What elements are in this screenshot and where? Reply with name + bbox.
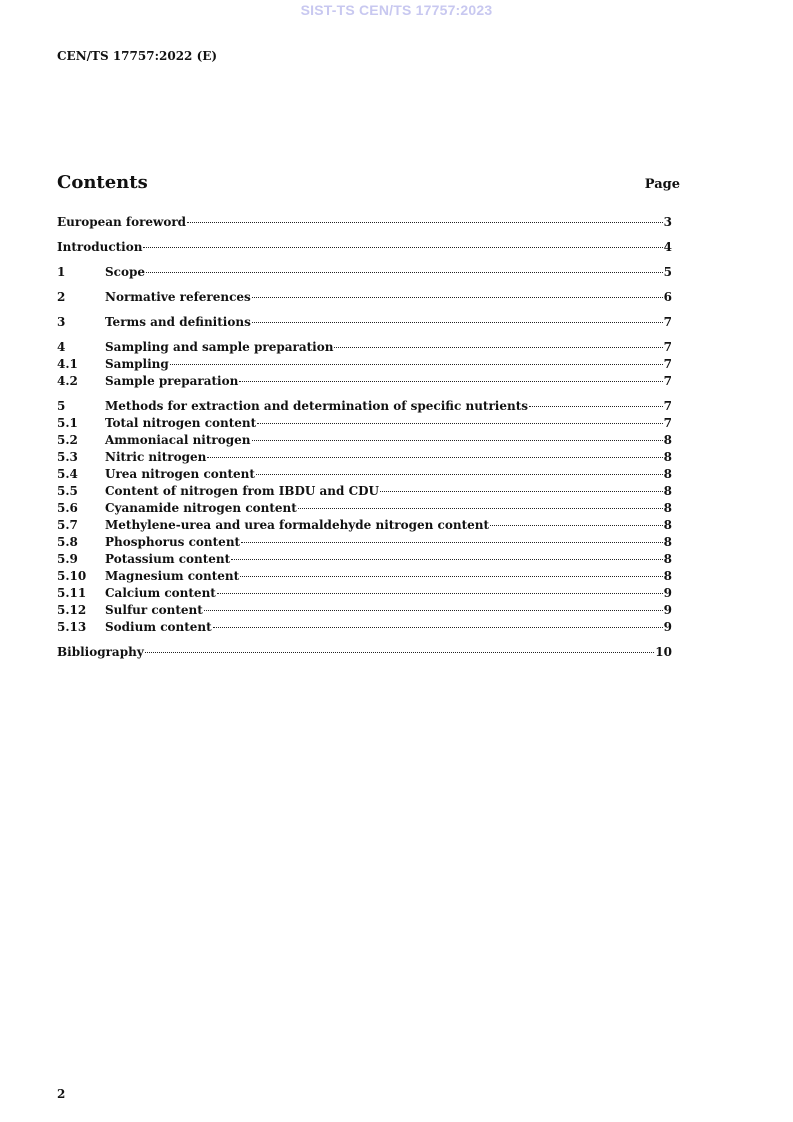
toc-entry-page: 5 (663, 265, 672, 279)
toc-entry-title: Ammoniacal nitrogen (105, 433, 251, 447)
toc-entry-title: Potassium content (105, 552, 231, 566)
toc-dot-leader (529, 406, 663, 407)
toc-entry[interactable] (57, 339, 672, 356)
toc-entry-page: 7 (663, 399, 672, 413)
toc-entry-number: 5.2 (57, 433, 78, 447)
toc-entry-number: 1 (57, 265, 66, 279)
toc-dot-leader (252, 440, 663, 441)
toc-entry-title: Bibliography (57, 645, 144, 659)
toc-entry-number: 5.11 (57, 586, 87, 600)
toc-entry-number: 5.7 (57, 518, 78, 532)
toc-entry-page: 4 (663, 240, 672, 254)
toc-dot-leader (146, 272, 663, 273)
toc-entry-page: 7 (663, 374, 672, 388)
toc-entry[interactable] (57, 432, 672, 449)
toc-entry-page: 8 (663, 501, 672, 515)
toc-entry-title: Introduction (57, 240, 143, 254)
toc-entry[interactable] (57, 373, 672, 390)
toc-dot-leader (256, 474, 663, 475)
toc-dot-leader (334, 347, 662, 348)
toc-entry-title: Scope (105, 265, 146, 279)
toc-entry[interactable] (57, 602, 672, 619)
toc-entry-number: 4.1 (57, 357, 78, 371)
toc-entry-title: Cyanamide nitrogen content (105, 501, 297, 515)
toc-dot-leader (217, 593, 663, 594)
toc-entry-page: 9 (663, 620, 672, 634)
toc-dot-leader (298, 508, 663, 509)
toc-entry-number: 4 (57, 340, 66, 354)
toc-entry-number: 3 (57, 315, 66, 329)
toc-dot-leader (213, 627, 663, 628)
toc-entry-page: 7 (663, 315, 672, 329)
toc-dot-leader (252, 322, 663, 323)
toc-entry-title: Urea nitrogen content (105, 467, 255, 481)
toc-entry[interactable] (57, 500, 672, 517)
toc-entry-title: Sample preparation (105, 374, 239, 388)
toc-dot-leader (241, 542, 663, 543)
toc-entry-title: Sodium content (105, 620, 212, 634)
toc-entry[interactable] (57, 466, 672, 483)
toc-entry[interactable] (57, 449, 672, 466)
toc-entry-page: 9 (663, 586, 672, 600)
toc-entry-number: 5.10 (57, 569, 87, 583)
toc-entry-title: Methods for extraction and determination of specific nutrients (105, 399, 529, 413)
toc-entry[interactable] (57, 517, 672, 534)
toc-entry-page: 3 (663, 215, 672, 229)
toc-entry-title: Nitric nitrogen (105, 450, 207, 464)
toc-entry-number: 4.2 (57, 374, 78, 388)
toc-entry[interactable] (57, 534, 672, 551)
table-of-contents (57, 214, 672, 661)
toc-entry[interactable] (57, 551, 672, 568)
toc-entry[interactable] (57, 239, 672, 256)
toc-entry-title: Content of nitrogen from IBDU and CDU (105, 484, 379, 498)
toc-entry-number: 5 (57, 399, 66, 413)
toc-entry-number: 5.12 (57, 603, 87, 617)
toc-entry-page: 8 (663, 433, 672, 447)
toc-entry-page: 7 (663, 416, 672, 430)
toc-entry-page: 8 (663, 484, 672, 498)
toc-entry[interactable] (57, 483, 672, 500)
toc-entry-number: 5.13 (57, 620, 87, 634)
toc-entry-number: 5.3 (57, 450, 78, 464)
toc-dot-leader (240, 576, 662, 577)
contents-header (57, 172, 680, 193)
toc-entry-page: 8 (663, 535, 672, 549)
toc-entry[interactable] (57, 289, 672, 306)
toc-entry-page: 7 (663, 340, 672, 354)
toc-entry-page: 8 (663, 552, 672, 566)
document-id: CEN/TS 17757:2022 (E) (57, 49, 218, 63)
toc-dot-leader (207, 457, 662, 458)
toc-entry-title: European foreword (57, 215, 187, 229)
toc-entry-number: 5.8 (57, 535, 78, 549)
toc-dot-leader (490, 525, 663, 526)
toc-entry-title: Normative references (105, 290, 251, 304)
toc-entry[interactable] (57, 644, 672, 661)
page-number: 2 (57, 1087, 66, 1101)
toc-entry-number: 5.4 (57, 467, 78, 481)
toc-entry-title: Magnesium content (105, 569, 240, 583)
toc-entry-number: 5.1 (57, 416, 78, 430)
toc-entry[interactable] (57, 398, 672, 415)
toc-dot-leader (252, 297, 663, 298)
toc-entry[interactable] (57, 415, 672, 432)
toc-dot-leader (187, 222, 663, 223)
toc-entry-number: 5.6 (57, 501, 78, 515)
toc-entry-page: 8 (663, 467, 672, 481)
toc-dot-leader (380, 491, 663, 492)
toc-dot-leader (257, 423, 662, 424)
toc-entry[interactable] (57, 356, 672, 373)
contents-title: Contents (57, 172, 148, 193)
page-column-heading: Page (644, 177, 680, 192)
toc-entry-page: 7 (663, 357, 672, 371)
toc-entry[interactable] (57, 619, 672, 636)
toc-entry-title: Phosphorus content (105, 535, 241, 549)
toc-entry[interactable] (57, 314, 672, 331)
toc-entry-page: 6 (663, 290, 672, 304)
toc-entry[interactable] (57, 214, 672, 231)
toc-dot-leader (231, 559, 662, 560)
toc-entry-title: Calcium content (105, 586, 216, 600)
toc-entry-title: Sampling (105, 357, 169, 371)
toc-entry[interactable] (57, 585, 672, 602)
toc-entry-page: 8 (663, 569, 672, 583)
toc-entry-page: 8 (663, 450, 672, 464)
watermark: SIST-TS CEN/TS 17757:2023 (300, 2, 493, 18)
toc-dot-leader (204, 610, 663, 611)
toc-entry-page: 10 (655, 645, 672, 659)
toc-entry[interactable] (57, 568, 672, 585)
toc-entry-page: 8 (663, 518, 672, 532)
toc-entry[interactable] (57, 264, 672, 281)
toc-entry-title: Terms and definitions (105, 315, 251, 329)
toc-entry-number: 2 (57, 290, 66, 304)
toc-entry-title: Sulfur content (105, 603, 203, 617)
toc-dot-leader (239, 381, 662, 382)
toc-entry-title: Sampling and sample preparation (105, 340, 334, 354)
toc-dot-leader (170, 364, 663, 365)
toc-entry-title: Total nitrogen content (105, 416, 257, 430)
toc-entry-number: 5.5 (57, 484, 78, 498)
toc-entry-title: Methylene-urea and urea formaldehyde nitrogen content (105, 518, 490, 532)
toc-entry-number: 5.9 (57, 552, 78, 566)
toc-entry-page: 9 (663, 603, 672, 617)
toc-dot-leader (145, 652, 655, 653)
toc-dot-leader (143, 247, 662, 248)
